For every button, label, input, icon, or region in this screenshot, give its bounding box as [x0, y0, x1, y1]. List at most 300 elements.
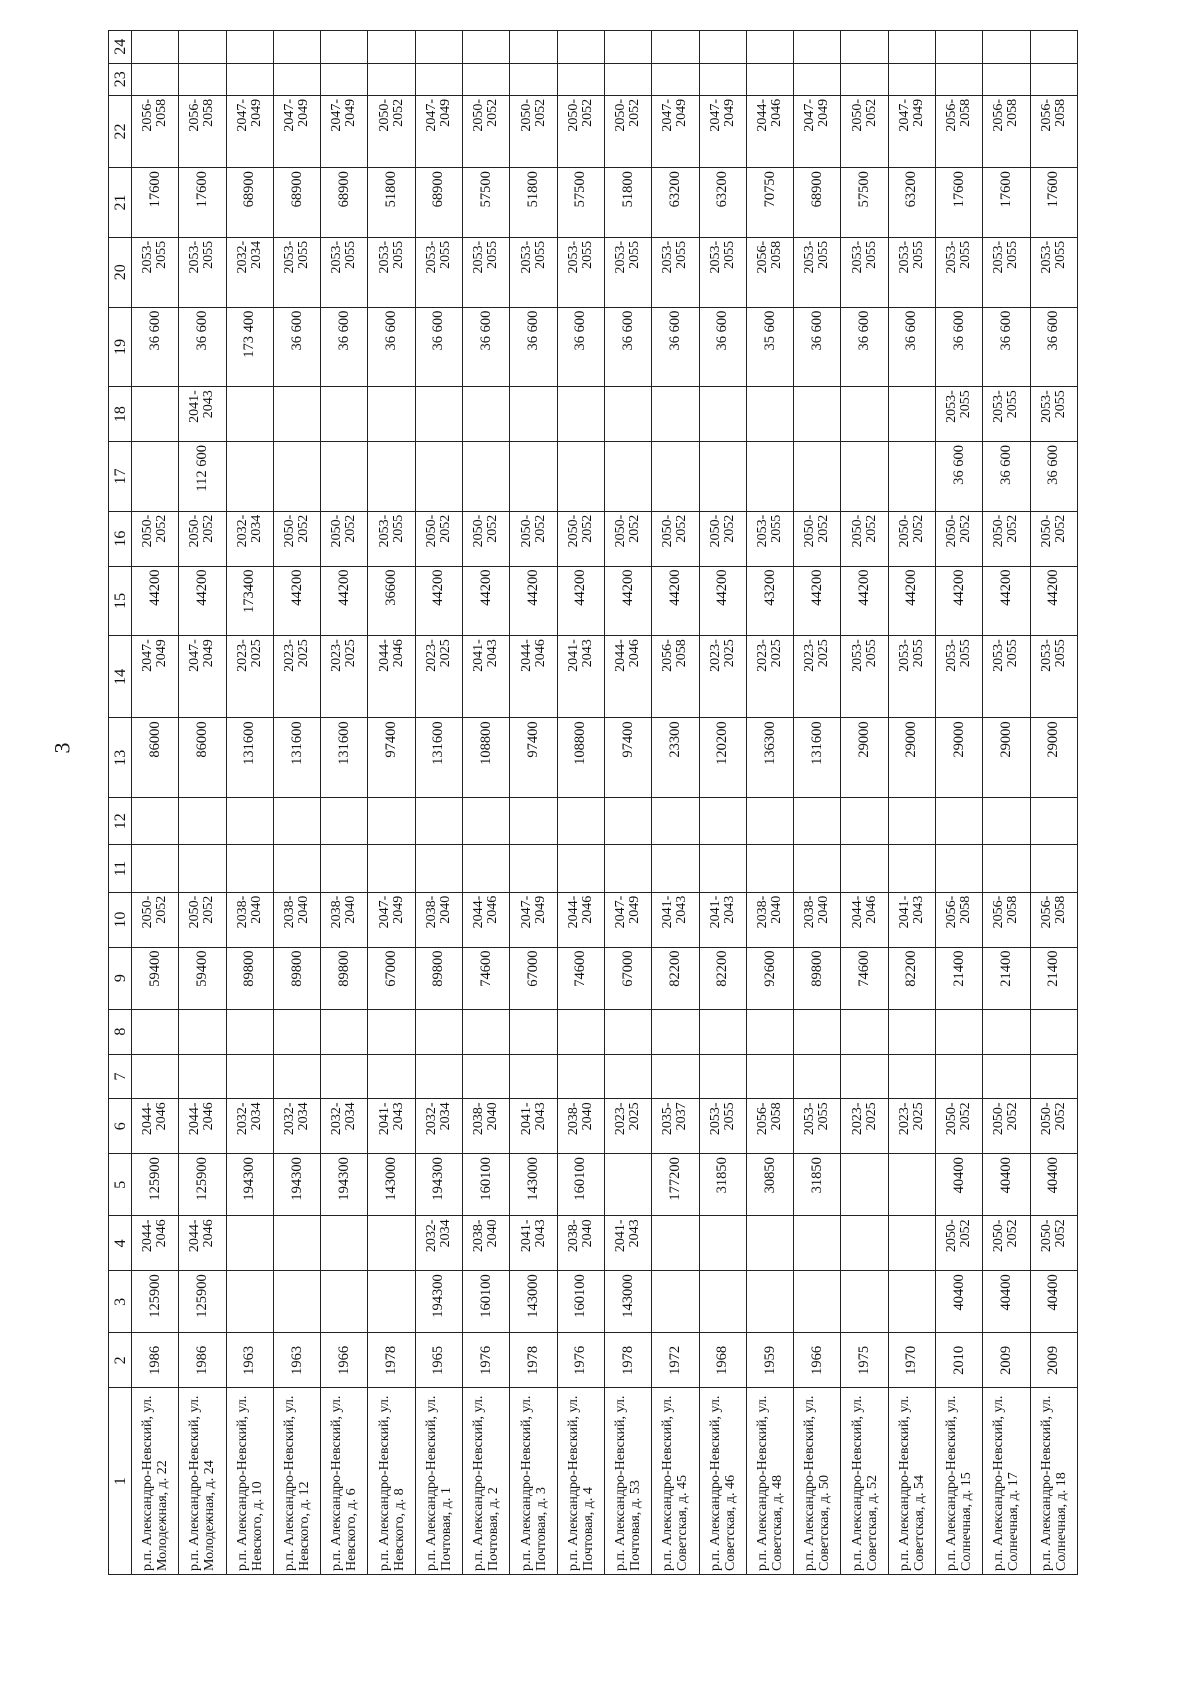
cell-col-18: [463, 387, 510, 442]
cell-col-22: 2056- 2058: [179, 95, 226, 167]
cell-col-8: [983, 1009, 1030, 1054]
cell-col-17: 36 600: [983, 442, 1030, 512]
cell-col-14: 2023- 2025: [746, 636, 793, 718]
cell-col-12: [368, 798, 415, 845]
cell-col-24: [510, 31, 557, 64]
column-header-11: 11: [109, 845, 132, 892]
address-cell: р.п. Александро-Невский, ул. Почтовая, д. 3: [510, 1388, 557, 1575]
cell-col-18: 2041- 2043: [179, 387, 226, 442]
cell-col-23: [699, 63, 746, 95]
cell-col-10: 2047- 2049: [368, 892, 415, 947]
cell-col-5: 194300: [226, 1154, 273, 1216]
cell-col-5: 194300: [273, 1154, 320, 1216]
cell-col-9: 89800: [226, 947, 273, 1009]
cell-col-21: 63200: [652, 168, 699, 238]
cell-col-10: 2047- 2049: [604, 892, 651, 947]
cell-col-20: 2053- 2055: [1030, 237, 1077, 307]
cell-col-18: [321, 387, 368, 442]
cell-col-18: [557, 387, 604, 442]
cell-col-22: 2047- 2049: [226, 95, 273, 167]
cell-col-6: 2023- 2025: [888, 1099, 935, 1154]
cell-col-17: [652, 442, 699, 512]
address-cell: р.п. Александро-Невский, ул. Солнечная, д. 17: [983, 1388, 1030, 1575]
cell-col-13: 136300: [746, 718, 793, 798]
cell-col-17: [463, 442, 510, 512]
table-row: [132, 31, 179, 1575]
cell-col-7: [132, 1054, 179, 1099]
cell-col-12: [132, 798, 179, 845]
cell-col-23: [936, 63, 983, 95]
cell-col-21: 51800: [510, 168, 557, 238]
cell-col-2: 1975: [841, 1333, 888, 1388]
cell-col-21: 17600: [1030, 168, 1077, 238]
cell-col-21: 70750: [746, 168, 793, 238]
address-cell: р.п. Александро-Невский, ул. Невского, д. 8: [368, 1388, 415, 1575]
cell-col-2: 1966: [321, 1333, 368, 1388]
cell-col-11: [652, 845, 699, 892]
column-header-13: 13: [109, 718, 132, 798]
cell-col-4: 2038- 2040: [557, 1216, 604, 1271]
cell-col-6: 2041- 2043: [368, 1099, 415, 1154]
cell-col-7: [273, 1054, 320, 1099]
cell-col-11: [746, 845, 793, 892]
cell-col-18: [652, 387, 699, 442]
cell-col-9: 89800: [794, 947, 841, 1009]
cell-col-16: 2050- 2052: [179, 511, 226, 566]
cell-col-7: [699, 1054, 746, 1099]
cell-col-19: 36 600: [604, 307, 651, 387]
cell-col-13: 97400: [510, 718, 557, 798]
column-header-6: 6: [109, 1099, 132, 1154]
cell-col-24: [936, 31, 983, 64]
column-header-20: 20: [109, 237, 132, 307]
cell-col-23: [463, 63, 510, 95]
cell-col-16: 2050- 2052: [936, 511, 983, 566]
cell-col-7: [463, 1054, 510, 1099]
cell-col-24: [179, 31, 226, 64]
cell-col-16: 2050- 2052: [888, 511, 935, 566]
cell-col-3: 160100: [557, 1271, 604, 1333]
cell-col-7: [226, 1054, 273, 1099]
cell-col-21: 17600: [179, 168, 226, 238]
cell-col-16: 2032- 2034: [226, 511, 273, 566]
cell-col-5: 143000: [510, 1154, 557, 1216]
cell-col-18: [415, 387, 462, 442]
cell-col-20: 2053- 2055: [604, 237, 651, 307]
cell-col-13: 131600: [794, 718, 841, 798]
cell-col-8: [557, 1009, 604, 1054]
cell-col-3: [888, 1271, 935, 1333]
cell-col-11: [368, 845, 415, 892]
cell-col-9: 92600: [746, 947, 793, 1009]
cell-col-22: 2056- 2058: [936, 95, 983, 167]
cell-col-22: 2050- 2052: [557, 95, 604, 167]
cell-col-18: [888, 387, 935, 442]
cell-col-20: 2053- 2055: [841, 237, 888, 307]
cell-col-4: [841, 1216, 888, 1271]
cell-col-14: 2044- 2046: [604, 636, 651, 718]
cell-col-19: 35 600: [746, 307, 793, 387]
cell-col-12: [273, 798, 320, 845]
address-cell: р.п. Александро-Невский, ул. Советская, д. 52: [841, 1388, 888, 1575]
cell-col-7: [746, 1054, 793, 1099]
cell-col-23: [179, 63, 226, 95]
cell-col-24: [1030, 31, 1077, 64]
cell-col-4: [746, 1216, 793, 1271]
cell-col-2: 1959: [746, 1333, 793, 1388]
cell-col-14: 2023- 2025: [794, 636, 841, 718]
cell-col-19: 36 600: [510, 307, 557, 387]
address-cell: р.п. Александро-Невский, ул. Невского, д. 12: [273, 1388, 320, 1575]
column-header-18: 18: [109, 387, 132, 442]
column-header-4: 4: [109, 1216, 132, 1271]
cell-col-4: 2050- 2052: [983, 1216, 1030, 1271]
cell-col-15: 36600: [368, 566, 415, 636]
cell-col-7: [1030, 1054, 1077, 1099]
cell-col-6: 2038- 2040: [557, 1099, 604, 1154]
cell-col-9: 82200: [699, 947, 746, 1009]
cell-col-6: 2050- 2052: [983, 1099, 1030, 1154]
cell-col-7: [983, 1054, 1030, 1099]
cell-col-7: [841, 1054, 888, 1099]
cell-col-19: 36 600: [699, 307, 746, 387]
cell-col-18: 2053- 2055: [1030, 387, 1077, 442]
cell-col-12: [936, 798, 983, 845]
cell-col-7: [604, 1054, 651, 1099]
cell-col-12: [604, 798, 651, 845]
cell-col-15: 44200: [273, 566, 320, 636]
cell-col-5: 31850: [794, 1154, 841, 1216]
cell-col-6: 2053- 2055: [794, 1099, 841, 1154]
cell-col-22: 2047- 2049: [699, 95, 746, 167]
cell-col-24: [463, 31, 510, 64]
cell-col-15: 44200: [794, 566, 841, 636]
cell-col-22: 2050- 2052: [368, 95, 415, 167]
cell-col-16: 2050- 2052: [841, 511, 888, 566]
cell-col-15: 44200: [557, 566, 604, 636]
cell-col-10: 2050- 2052: [132, 892, 179, 947]
cell-col-18: [368, 387, 415, 442]
cell-col-17: [321, 442, 368, 512]
cell-col-5: 30850: [746, 1154, 793, 1216]
cell-col-12: [699, 798, 746, 845]
cell-col-3: [226, 1271, 273, 1333]
cell-col-17: [604, 442, 651, 512]
cell-col-19: 173 400: [226, 307, 273, 387]
cell-col-8: [226, 1009, 273, 1054]
column-header-21: 21: [109, 168, 132, 238]
cell-col-5: [841, 1154, 888, 1216]
cell-col-2: 2009: [983, 1333, 1030, 1388]
cell-col-3: 125900: [132, 1271, 179, 1333]
cell-col-13: 131600: [321, 718, 368, 798]
column-header-23: 23: [109, 63, 132, 95]
cell-col-23: [510, 63, 557, 95]
cell-col-13: 29000: [936, 718, 983, 798]
column-header-17: 17: [109, 442, 132, 512]
address-cell: р.п. Александро-Невский, ул. Почтовая, д. 4: [557, 1388, 604, 1575]
cell-col-14: 2047- 2049: [179, 636, 226, 718]
cell-col-16: 2053- 2055: [368, 511, 415, 566]
table-body: [132, 31, 1078, 1575]
cell-col-20: 2032- 2034: [226, 237, 273, 307]
cell-col-8: [841, 1009, 888, 1054]
table-row: [746, 31, 793, 1575]
table-row: [652, 31, 699, 1575]
cell-col-13: 131600: [415, 718, 462, 798]
cell-col-19: 36 600: [463, 307, 510, 387]
cell-col-18: [510, 387, 557, 442]
cell-col-2: 1978: [368, 1333, 415, 1388]
cell-col-20: 2053- 2055: [179, 237, 226, 307]
cell-col-17: [415, 442, 462, 512]
cell-col-8: [888, 1009, 935, 1054]
cell-col-14: 2041- 2043: [557, 636, 604, 718]
cell-col-21: 63200: [699, 168, 746, 238]
cell-col-14: 2023- 2025: [415, 636, 462, 718]
address-cell: р.п. Александро-Невский, ул. Молодежная, д. 24: [179, 1388, 226, 1575]
cell-col-5: 194300: [415, 1154, 462, 1216]
cell-col-17: [226, 442, 273, 512]
cell-col-6: 2032- 2034: [321, 1099, 368, 1154]
table-row: [368, 31, 415, 1575]
cell-col-8: [794, 1009, 841, 1054]
cell-col-12: [557, 798, 604, 845]
cell-col-23: [983, 63, 1030, 95]
cell-col-8: [699, 1009, 746, 1054]
cell-col-20: 2053- 2055: [132, 237, 179, 307]
cell-col-22: 2050- 2052: [510, 95, 557, 167]
column-header-5: 5: [109, 1154, 132, 1216]
cell-col-20: 2053- 2055: [415, 237, 462, 307]
cell-col-15: 44200: [1030, 566, 1077, 636]
cell-col-11: [557, 845, 604, 892]
cell-col-19: 36 600: [321, 307, 368, 387]
cell-col-7: [794, 1054, 841, 1099]
table-row: [273, 31, 320, 1575]
cell-col-10: 2050- 2052: [179, 892, 226, 947]
cell-col-13: 120200: [699, 718, 746, 798]
cell-col-6: 2053- 2055: [699, 1099, 746, 1154]
table-row: [604, 31, 651, 1575]
cell-col-22: 2056- 2058: [132, 95, 179, 167]
cell-col-11: [463, 845, 510, 892]
table-row: [794, 31, 841, 1575]
cell-col-12: [841, 798, 888, 845]
cell-col-10: 2038- 2040: [226, 892, 273, 947]
cell-col-16: 2050- 2052: [321, 511, 368, 566]
cell-col-11: [936, 845, 983, 892]
table-row: [557, 31, 604, 1575]
cell-col-6: 2023- 2025: [841, 1099, 888, 1154]
cell-col-14: 2053- 2055: [936, 636, 983, 718]
cell-col-16: 2050- 2052: [794, 511, 841, 566]
cell-col-19: 36 600: [1030, 307, 1077, 387]
column-header-14: 14: [109, 636, 132, 718]
cell-col-9: 67000: [510, 947, 557, 1009]
cell-col-9: 74600: [557, 947, 604, 1009]
cell-col-17: [510, 442, 557, 512]
column-number-header-row: [109, 31, 132, 1575]
cell-col-13: 29000: [1030, 718, 1077, 798]
cell-col-17: [368, 442, 415, 512]
cell-col-21: 57500: [841, 168, 888, 238]
cell-col-3: 194300: [415, 1271, 462, 1333]
cell-col-15: 44200: [321, 566, 368, 636]
cell-col-10: 2041- 2043: [699, 892, 746, 947]
cell-col-14: 2023- 2025: [321, 636, 368, 718]
cell-col-2: 2009: [1030, 1333, 1077, 1388]
cell-col-4: 2041- 2043: [510, 1216, 557, 1271]
cell-col-24: [699, 31, 746, 64]
cell-col-12: [226, 798, 273, 845]
cell-col-5: 40400: [936, 1154, 983, 1216]
cell-col-17: [699, 442, 746, 512]
cell-col-18: [794, 387, 841, 442]
cell-col-8: [746, 1009, 793, 1054]
cell-col-11: [510, 845, 557, 892]
cell-col-17: [888, 442, 935, 512]
cell-col-3: [746, 1271, 793, 1333]
cell-col-16: 2050- 2052: [415, 511, 462, 566]
cell-col-16: 2050- 2052: [983, 511, 1030, 566]
cell-col-23: [415, 63, 462, 95]
cell-col-3: [321, 1271, 368, 1333]
cell-col-13: 86000: [179, 718, 226, 798]
cell-col-23: [273, 63, 320, 95]
cell-col-18: 2053- 2055: [936, 387, 983, 442]
cell-col-22: 2050- 2052: [604, 95, 651, 167]
table-row: [510, 31, 557, 1575]
cell-col-21: 68900: [273, 168, 320, 238]
cell-col-6: 2032- 2034: [415, 1099, 462, 1154]
cell-col-18: [841, 387, 888, 442]
cell-col-4: 2050- 2052: [936, 1216, 983, 1271]
cell-col-9: 59400: [132, 947, 179, 1009]
cell-col-8: [463, 1009, 510, 1054]
cell-col-18: [273, 387, 320, 442]
address-cell: р.п. Александро-Невский, ул. Почтовая, д. 1: [415, 1388, 462, 1575]
cell-col-14: 2053- 2055: [841, 636, 888, 718]
cell-col-22: 2047- 2049: [321, 95, 368, 167]
cell-col-22: 2056- 2058: [1030, 95, 1077, 167]
cell-col-10: 2047- 2049: [510, 892, 557, 947]
table-row: [1030, 31, 1077, 1575]
cell-col-14: 2056- 2058: [652, 636, 699, 718]
cell-col-3: 40400: [936, 1271, 983, 1333]
address-cell: р.п. Александро-Невский, ул. Молодежная, д. 22: [132, 1388, 179, 1575]
address-cell: р.п. Александро-Невский, ул. Солнечная, д. 18: [1030, 1388, 1077, 1575]
cell-col-20: 2053- 2055: [321, 237, 368, 307]
cell-col-3: [368, 1271, 415, 1333]
cell-col-6: 2056- 2058: [746, 1099, 793, 1154]
cell-col-9: 89800: [273, 947, 320, 1009]
cell-col-4: [226, 1216, 273, 1271]
cell-col-6: 2041- 2043: [510, 1099, 557, 1154]
cell-col-9: 74600: [463, 947, 510, 1009]
cell-col-2: 1963: [226, 1333, 273, 1388]
cell-col-21: 68900: [794, 168, 841, 238]
cell-col-9: 82200: [652, 947, 699, 1009]
cell-col-19: 36 600: [841, 307, 888, 387]
cell-col-23: [368, 63, 415, 95]
cell-col-11: [699, 845, 746, 892]
cell-col-21: 68900: [321, 168, 368, 238]
cell-col-9: 21400: [936, 947, 983, 1009]
cell-col-17: [557, 442, 604, 512]
cell-col-7: [936, 1054, 983, 1099]
cell-col-14: 2023- 2025: [273, 636, 320, 718]
address-cell: р.п. Александро-Невский, ул. Советская, д. 45: [652, 1388, 699, 1575]
cell-col-11: [273, 845, 320, 892]
table-row: [983, 31, 1030, 1575]
cell-col-2: 1976: [557, 1333, 604, 1388]
cell-col-19: 36 600: [652, 307, 699, 387]
cell-col-5: [604, 1154, 651, 1216]
cell-col-10: 2056- 2058: [983, 892, 1030, 947]
cell-col-5: 125900: [179, 1154, 226, 1216]
cell-col-6: 2044- 2046: [132, 1099, 179, 1154]
cell-col-13: 108800: [463, 718, 510, 798]
cell-col-6: 2038- 2040: [463, 1099, 510, 1154]
cell-col-21: 17600: [132, 168, 179, 238]
cell-col-4: 2050- 2052: [1030, 1216, 1077, 1271]
column-header-9: 9: [109, 947, 132, 1009]
cell-col-3: 143000: [510, 1271, 557, 1333]
cell-col-24: [321, 31, 368, 64]
cell-col-4: 2044- 2046: [179, 1216, 226, 1271]
column-header-1: 1: [109, 1388, 132, 1575]
cell-col-7: [368, 1054, 415, 1099]
cell-col-21: 68900: [226, 168, 273, 238]
column-header-10: 10: [109, 892, 132, 947]
rotated-table-container: [108, 30, 1078, 1575]
cell-col-19: 36 600: [368, 307, 415, 387]
cell-col-2: 1966: [794, 1333, 841, 1388]
cell-col-5: 40400: [1030, 1154, 1077, 1216]
cell-col-2: 1978: [604, 1333, 651, 1388]
cell-col-18: 2053- 2055: [983, 387, 1030, 442]
cell-col-10: 2056- 2058: [936, 892, 983, 947]
cell-col-23: [652, 63, 699, 95]
cell-col-14: 2041- 2043: [463, 636, 510, 718]
cell-col-3: [652, 1271, 699, 1333]
cell-col-9: 82200: [888, 947, 935, 1009]
cell-col-24: [652, 31, 699, 64]
cell-col-14: 2023- 2025: [699, 636, 746, 718]
cell-col-20: 2053- 2055: [273, 237, 320, 307]
cell-col-20: 2053- 2055: [368, 237, 415, 307]
cell-col-24: [415, 31, 462, 64]
cell-col-6: 2050- 2052: [936, 1099, 983, 1154]
cell-col-3: [841, 1271, 888, 1333]
cell-col-14: 2053- 2055: [888, 636, 935, 718]
column-header-15: 15: [109, 566, 132, 636]
cell-col-17: [794, 442, 841, 512]
cell-col-9: 67000: [368, 947, 415, 1009]
cell-col-11: [321, 845, 368, 892]
cell-col-20: 2056- 2058: [746, 237, 793, 307]
cell-col-2: 1978: [510, 1333, 557, 1388]
table-row: [936, 31, 983, 1575]
cell-col-12: [1030, 798, 1077, 845]
cell-col-11: [888, 845, 935, 892]
cell-col-12: [794, 798, 841, 845]
cell-col-4: 2038- 2040: [463, 1216, 510, 1271]
cell-col-14: 2053- 2055: [1030, 636, 1077, 718]
cell-col-5: 160100: [557, 1154, 604, 1216]
cell-col-2: 2010: [936, 1333, 983, 1388]
